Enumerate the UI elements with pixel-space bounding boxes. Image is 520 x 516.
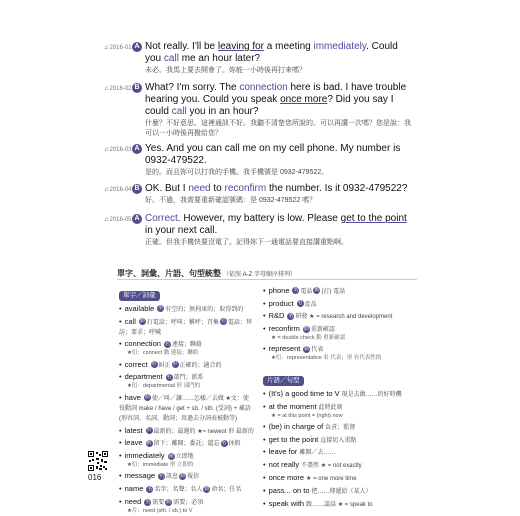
vocab-gloss: 最新的；最遲的 ★≈ newest 形 最新的 — [153, 428, 254, 435]
vocab-word: • call — [119, 317, 136, 326]
vocab-gloss: 部門；派系 — [173, 375, 204, 382]
vocab-gloss: (打) 電話 — [321, 288, 346, 295]
vocab-entry — [263, 473, 423, 484]
dialogue-segment: me an hour later? — [178, 53, 261, 64]
pos-badge: 名 — [166, 374, 172, 381]
pos-badge: 動 — [144, 394, 150, 401]
pos-badge: 名 — [145, 498, 151, 505]
track-number: ♫ 2016-02 — [104, 82, 132, 94]
vocab-gloss: 不盡然 ★ = not exactly — [301, 463, 362, 470]
vocab-word: • department — [119, 372, 163, 381]
vocab-gloss: 糾正 — [158, 362, 171, 369]
vocab-word: • latest — [119, 426, 143, 435]
dialogue-segment: in your next call. — [145, 225, 218, 236]
dialogue-segment: to — [210, 183, 225, 194]
pos-badge: 名 — [297, 300, 303, 307]
vocab-word: • once more — [263, 473, 304, 482]
dialogue-segment: need — [188, 183, 211, 194]
pos-badge: 名 — [159, 473, 165, 480]
vocab-entry — [119, 317, 254, 338]
vocab-gloss: 把……傳遞給（某人） — [311, 488, 372, 495]
vocab-entry — [263, 389, 423, 400]
vocab-entry — [119, 393, 254, 424]
vocab-right-column — [263, 284, 423, 510]
vocab-entry — [119, 471, 254, 482]
vocab-entry — [119, 426, 254, 437]
phrase-list — [263, 389, 423, 510]
vocab-note: ★衍：immediate 形 立即的 — [127, 462, 194, 469]
dialogue-segment: the number. Is it 0932-479522? — [266, 183, 408, 194]
vocab-gloss: 需要；必須 — [173, 500, 204, 507]
vocab-gloss: 正確的；適合的 — [179, 362, 222, 369]
dialogue-row — [104, 41, 414, 65]
vocab-word: • leave for — [263, 447, 297, 456]
dialogue-english — [145, 143, 414, 167]
vocab-gloss: 休假 — [228, 441, 241, 448]
vocab-gloss: 留下；離開；委託；遺忘 — [153, 441, 220, 448]
vocab-gloss: 打電話；呼叫；稱呼；召集 — [146, 319, 219, 326]
vocab-entry — [119, 339, 254, 350]
dialogue-segment: . However, my battery is low. Please — [177, 213, 341, 224]
track-number: ♫ 2016-01 — [104, 41, 132, 53]
vocab-word: • product — [263, 299, 294, 308]
vocab-gloss: 需要 — [152, 500, 165, 507]
dialogue-segment: call — [163, 53, 179, 64]
vocab-word: • name — [119, 484, 143, 493]
page-number: 016 — [88, 473, 102, 482]
pos-badge: 動 — [204, 485, 210, 492]
summary-heading — [117, 268, 296, 279]
vocab-word: • speak with — [263, 499, 304, 508]
speaker-badge: B — [132, 184, 142, 194]
dialogue-chinese: 未必。我馬上要去開會了。妳能一小時後再打來嗎？ — [145, 67, 306, 74]
dialogue-chinese: 正確。但我手機快要沒電了。記得妳下一通電話要直接講重點啊。 — [145, 239, 348, 246]
dialogue-segment: immediately — [313, 41, 367, 52]
vocab-word: • R&D — [263, 311, 284, 320]
dialogue-row — [104, 213, 414, 237]
vocab-gloss: 電話 — [300, 288, 313, 295]
vocab-word: • phone — [263, 286, 290, 295]
pos-badge: 動 — [314, 287, 320, 294]
dialogue-english — [145, 41, 414, 65]
vocab-gloss: 名字；名聲；名人 — [154, 487, 203, 494]
dialogue-chinese: 是的。而且妳可以打我的手機。我手機號是 0932-479522。 — [145, 169, 329, 176]
vocab-gloss: 使／叫／讓……怎樣／去做 ★文：使役動詞 make / have / get + sb. / sth. (受詞) + 補語 (形容詞、名詞、動詞；用過去分詞表被動等) — [119, 395, 251, 422]
pos-badge: 動 — [166, 498, 172, 505]
vocab-gloss: 訊息 — [166, 474, 179, 481]
vocab-left-column — [119, 284, 254, 516]
dialogue-row — [104, 183, 414, 195]
vocab-entry — [263, 324, 423, 335]
vocab-word: • represent — [263, 344, 300, 353]
pos-badge: 動 — [303, 325, 309, 332]
vocab-gloss: 離開／去…… — [299, 450, 336, 457]
pos-badge: 形 — [158, 305, 164, 312]
vocab-gloss: 命名；任名 — [211, 487, 242, 494]
pos-badge: 名 — [147, 485, 153, 492]
summary-subtitle: （依照 A-Z 字母順序排列） — [223, 272, 296, 278]
dialogue-chinese: 好。不過，我需要重新確認號碼：是 0932-479522 嗎？ — [145, 197, 317, 204]
qr-code-icon[interactable] — [88, 451, 108, 471]
vocab-word: • at the moment — [263, 402, 317, 411]
vocab-word: • immediately — [119, 451, 165, 460]
track-number: ♫ 2016-04 — [104, 183, 132, 195]
vocab-entry — [263, 311, 423, 322]
pos-badge: 動 — [304, 346, 310, 353]
vocab-note: ★ = at this point = (right) now — [271, 412, 343, 419]
dialogue-line — [104, 213, 414, 248]
vocab-word: • pass... on to — [263, 486, 310, 495]
vocab-entry — [263, 344, 423, 355]
vocab-gloss: 跟……談話 ★ = speak to — [306, 501, 373, 508]
vocab-entry — [263, 422, 423, 433]
vocab-word: • correct — [119, 360, 148, 369]
vocab-entry — [119, 497, 254, 508]
dialogue-segment: ? Did you say I could — [145, 94, 394, 117]
vocab-gloss: 報信 — [187, 474, 200, 481]
dialogue-segment: Correct — [145, 213, 178, 224]
vocab-gloss: ★ = one more time — [306, 476, 357, 483]
dialogue-line — [104, 183, 414, 206]
vocab-gloss: 此時此刻 — [318, 404, 343, 411]
vocab-list-right — [263, 286, 423, 363]
dialogue-segment: connection — [239, 82, 288, 93]
dialogue-segment: you in an hour? — [186, 106, 259, 117]
vocab-entry — [119, 304, 254, 315]
vocab-entry — [263, 447, 423, 458]
dialogue-segment: Not really. I'll be — [145, 41, 218, 52]
pos-badge: 副 — [168, 452, 174, 459]
vocab-word: • get to the point — [263, 435, 318, 444]
track-number: ♫ 2016-03 — [104, 143, 132, 155]
vocab-entry — [263, 460, 423, 471]
dialogue-english — [145, 183, 407, 195]
vocab-list-left — [119, 304, 254, 516]
dialogue-row — [104, 82, 414, 118]
vocab-gloss: 連接；聯絡 — [171, 342, 202, 349]
pos-badge: 動 — [180, 473, 186, 480]
vocab-word: • need — [119, 497, 141, 506]
vocab-gloss: 電話；拜訪；要求；呼喊 — [119, 319, 252, 336]
vocab-gloss: 負責；監督 — [325, 424, 356, 431]
vocab-entry — [119, 451, 254, 462]
vocab-entry — [119, 438, 254, 449]
vocab-gloss: 有空的；無拘束的；取得到的 — [165, 306, 244, 313]
vocab-entry — [119, 484, 254, 495]
vocab-gloss: 立即地 — [175, 454, 194, 461]
pos-badge: 名 — [164, 341, 170, 348]
vocab-word: • (It's) a good time to V — [263, 389, 340, 398]
dialogue-row — [104, 143, 414, 167]
vocab-word: • reconfirm — [263, 324, 300, 333]
vocab-entry — [263, 435, 423, 446]
dialogue-segment: a meeting — [264, 41, 314, 52]
dialogue-segment: Yes. And you can call me on my cell phone. My number is 0932-479522. — [145, 143, 401, 166]
speaker-badge: B — [132, 83, 142, 93]
dialogue-segment: once more — [280, 94, 328, 105]
dialogue-segment: . Could you — [145, 41, 398, 64]
vocab-note: ★片：need (sth. / sb.) to V — [127, 508, 193, 515]
vocab-gloss: 產品 — [304, 301, 317, 308]
dialogue-segment: reconfirm — [224, 183, 267, 194]
pos-badge: 名 — [221, 440, 227, 447]
vocab-word: • leave — [119, 438, 143, 447]
pos-badge: 形 — [151, 361, 157, 368]
vocab-word: • connection — [119, 339, 161, 348]
track-number: ♫ 2016-05 — [104, 213, 132, 225]
pos-badge: 形 — [172, 361, 178, 368]
dialogue-segment: What? I'm sorry. The — [145, 82, 240, 93]
vocab-gloss: 代表 — [311, 347, 324, 354]
dialogue-chinese: 什麼？不好意思。這裡通訊不好。我聽不清楚您所說的。可以再講一次嗎？您是說：我可以一小時後再撥給您？ — [145, 120, 411, 137]
phrase-category-badge: 片語／句型 — [263, 376, 304, 386]
vocab-gloss: 直接切入重點 — [320, 437, 357, 444]
vocab-entry — [119, 372, 254, 383]
pos-badge: 動 — [139, 318, 145, 325]
pos-badge: 名 — [220, 318, 226, 325]
vocab-entry — [263, 299, 423, 310]
dialogue-segment: call — [171, 106, 187, 117]
vocab-note: ★ = double check 動 重新確認 — [271, 335, 346, 342]
dialogue-english — [145, 213, 414, 237]
pos-badge: 動 — [146, 440, 152, 447]
vocab-gloss: 現是去做……的好時機 — [341, 391, 402, 398]
vocab-word: • not really — [263, 460, 299, 469]
vocab-word: • message — [119, 471, 155, 480]
vocab-entry — [263, 499, 423, 510]
dialogue-line — [104, 41, 414, 76]
vocab-word: • have — [119, 393, 141, 402]
vocab-word: • available — [119, 304, 154, 313]
vocab-note: ★衍：connect 動 連接；聯絡 — [127, 350, 199, 357]
vocab-entry — [119, 360, 254, 371]
speaker-badge: A — [132, 214, 142, 224]
summary-divider — [117, 279, 417, 280]
speaker-badge: A — [132, 42, 142, 52]
vocab-note: ★衍：departmental 形 部門的 — [127, 383, 201, 390]
vocab-word: • (be) in charge of — [263, 422, 323, 431]
pos-badge: 名 — [288, 313, 294, 320]
vocab-note: ★衍：representative 名 代表；形 有代表性的 — [271, 355, 382, 362]
vocab-entry — [263, 286, 423, 297]
vocab-category-badge: 單字／詞彙 — [119, 291, 160, 301]
dialogue-segment: OK. But I — [145, 183, 189, 194]
pos-badge: 名 — [293, 287, 299, 294]
dialogue-segment: get to the point — [340, 213, 407, 224]
dialogue-segment: leaving for — [217, 41, 265, 52]
summary-title: 單字、詞彙、片語、句型統整 — [117, 269, 221, 278]
vocab-gloss: 重新確認 — [310, 327, 335, 334]
dialogue-segment: here is bad. I have trouble hearing you. Could you speak — [145, 82, 407, 105]
speaker-badge: A — [132, 144, 142, 154]
dialogue-line — [104, 143, 414, 178]
pos-badge: 形 — [146, 427, 152, 434]
dialogue-english — [145, 82, 414, 118]
vocab-entry — [263, 402, 423, 413]
vocab-gloss: 研發 ★ = research and development — [295, 314, 393, 321]
dialogue-line — [104, 82, 414, 139]
vocab-entry — [263, 486, 423, 497]
